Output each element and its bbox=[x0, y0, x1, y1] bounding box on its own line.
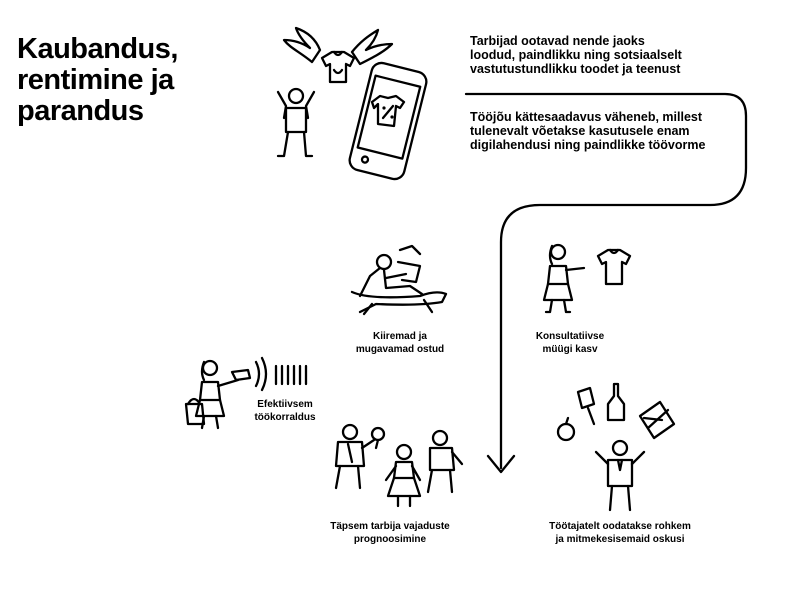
statement-line: loodud, paindlikku ning sotsiaalselt bbox=[470, 48, 682, 62]
trend-label-line: müügi kasv bbox=[542, 343, 598, 355]
title-line: Kaubandus, bbox=[17, 33, 178, 65]
barcode-scanner-worker-icon bbox=[186, 358, 306, 428]
cheering-person-icon bbox=[278, 89, 314, 156]
smartphone-shirt-icon bbox=[348, 61, 429, 181]
statement-line: vastutustundlikku toodet ja teenust bbox=[470, 62, 681, 76]
saleswoman-shirt-icon bbox=[544, 245, 630, 312]
juggling-worker-icon bbox=[558, 384, 674, 510]
title-line: rentimine ja bbox=[17, 64, 174, 96]
trend-label-line: Efektiivsem bbox=[257, 399, 313, 410]
winged-shirt-icon bbox=[284, 28, 392, 82]
trend-label-line: töökorraldus bbox=[254, 411, 316, 423]
person-laptop-lounger-icon bbox=[352, 246, 446, 314]
trend-label-line: mugavamad ostud bbox=[355, 343, 445, 355]
trend-label-line: Töötajatelt oodatakse rohkem bbox=[549, 521, 691, 532]
statement-line: Tarbijad ootavad nende jaoks bbox=[470, 34, 645, 48]
title-line: parandus bbox=[17, 95, 144, 127]
statement-line: digilahendusi ning paindlikke töövorme bbox=[470, 138, 706, 152]
trend-label-line: Kiiremad ja bbox=[373, 331, 427, 342]
trend-label-line: Konsultatiivse bbox=[535, 331, 605, 342]
people-group-icon bbox=[336, 425, 462, 506]
statement-line: Tööjõu kättesaadavus väheneb, millest bbox=[470, 110, 703, 124]
trend-label-line: Täpsem tarbija vajaduste bbox=[330, 521, 450, 532]
trend-label-line: prognoosimine bbox=[353, 533, 427, 545]
statement-line: tulenevalt võetakse kasutusele enam bbox=[470, 124, 690, 138]
trend-label-line: ja mitmekesisemaid oskusi bbox=[555, 533, 685, 545]
